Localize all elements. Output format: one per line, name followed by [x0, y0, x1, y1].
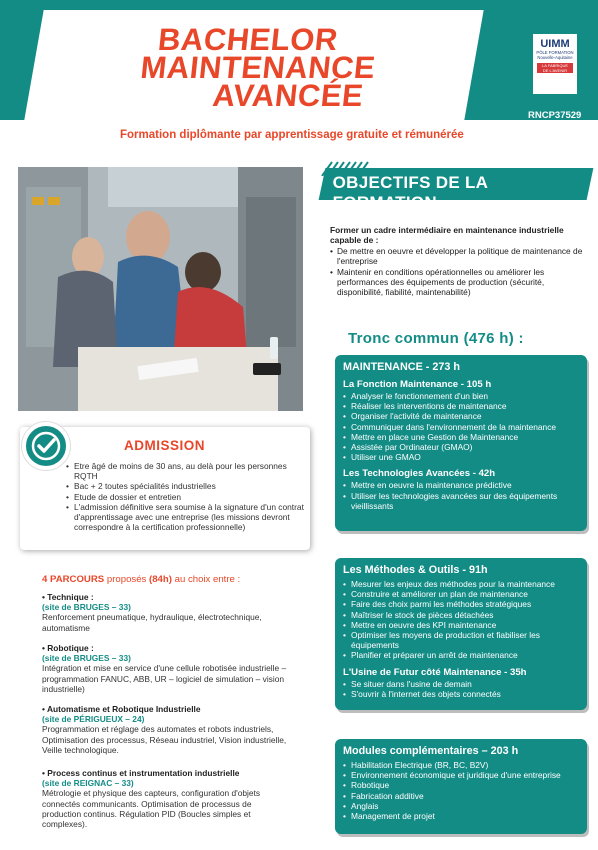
list-item: • S'ouvrir à l'internet des objets connectés — [343, 689, 579, 699]
section-title: La Fonction Maintenance - 105 h — [343, 379, 492, 390]
panel-title: Modules complémentaires – 203 h — [343, 745, 519, 757]
parcours-desc: Renforcement pneumatique, hydraulique, électrotechnique, automatisme — [42, 612, 262, 633]
list-item: • L'admission définitive sera soumise à la signature d'un contrat d'apprentissage avec une entreprise (les missions devront correspondre à la certification professionnelle) — [66, 502, 304, 533]
rncp-code: RNCP37529 — [528, 110, 582, 121]
parcours-site: (site de PÉRIGUEUX – 24) — [42, 714, 145, 725]
title-line-1: BACHELOR — [156, 22, 340, 57]
parcours-site: (site de REIGNAC – 33) — [42, 778, 134, 789]
objectifs-list — [330, 246, 590, 298]
panel-title: MAINTENANCE - 273 h — [343, 361, 460, 373]
list-item: • De mettre en oeuvre et développer la politique de maintenance de l'entreprise — [330, 246, 590, 267]
list-item: • Mesurer les enjeux des méthodes pour la maintenance — [343, 579, 579, 589]
section-list — [343, 679, 579, 699]
list-item: • Organiser l'activité de maintenance — [343, 411, 579, 421]
title-line-2: MAINTENANCE — [138, 50, 378, 85]
checkmark-icon — [22, 422, 70, 470]
logo-red-band — [537, 63, 573, 73]
list-item: • Management de projet — [343, 811, 579, 821]
page-title — [58, 22, 458, 113]
list-item: • Construire et améliorer un plan de maintenance — [343, 589, 579, 599]
methodes-outils-panel — [335, 558, 587, 710]
list-item: • Bac + 2 toutes spécialités industrielles — [66, 481, 304, 491]
parcours-title: • Process continus et instrumentation industrielle — [42, 768, 240, 778]
section-list — [343, 391, 579, 462]
tagline: Formation diplômante par apprentissage gratuite et rémunérée — [120, 129, 464, 141]
parcours-desc: Intégration et mise en service d'une cellule robotisée industrielle – programmation FANUC, ABB, UR – logiciel de simulation – vision industrielle) — [42, 663, 287, 694]
list-item: • Etude de dossier et entretien — [66, 492, 304, 502]
section-list — [343, 760, 579, 821]
list-item: • Mettre en oeuvre des KPI maintenance — [343, 620, 579, 630]
parcours-heading-mid: proposés — [104, 574, 150, 585]
list-item: • Habilitation Electrique (BR, BC, B2V) — [343, 760, 579, 770]
parcours-title: • Robotique : — [42, 643, 94, 653]
logo-sub2: Nouvelle-Aquitaine — [537, 55, 573, 60]
parcours-desc: Programmation et réglage des automates et robots industriels, Optimisation des processus, Réseau industriel, Vision industrielle, Veille technologique. — [42, 724, 287, 755]
parcours-title: • Automatisme et Robotique Industrielle — [42, 704, 201, 714]
logo-sub3: LA FABRIQUE — [541, 63, 568, 68]
parcours-item — [42, 704, 292, 755]
uimm-logo — [533, 34, 577, 94]
objectifs-intro: Former un cadre intermédiaire en maintenance industrielle capable de : — [330, 225, 564, 246]
list-item: • Optimiser les moyens de production et fiabiliser les équipements — [343, 630, 579, 650]
list-item: • Assistée par Ordinateur (GMAO) — [343, 442, 579, 452]
list-item: • Analyser le fonctionnement d'un bien — [343, 391, 579, 401]
parcours-heading — [42, 574, 240, 585]
list-item: • Mettre en place une Gestion de Maintenance — [343, 432, 579, 442]
admission-list — [66, 461, 304, 532]
list-item: • Robotique — [343, 780, 579, 790]
parcours-item — [42, 592, 292, 633]
objectifs-text — [330, 225, 590, 298]
list-item: • Fabrication additive — [343, 791, 579, 801]
section-title: Les Technologies Avancées - 42h — [343, 468, 496, 480]
list-item: • Maintenir en conditions opérationnelles ou améliorer les performances des équipements de production (sécurité, disponibilité, fiabilité, maintenabilité) — [330, 267, 590, 298]
parcours-heading-end: au choix entre : — [171, 574, 241, 585]
objectifs-title-banner — [319, 168, 594, 212]
list-item: • Utiliser les technologies avancées sur des équipements vieillissants — [343, 491, 579, 511]
parcours-count: 4 PARCOURS — [42, 574, 105, 585]
parcours-item — [42, 643, 292, 694]
list-item: • Communiquer dans l'environnement de la maintenance — [343, 422, 579, 432]
parcours-desc: Métrologie et physique des capteurs, configuration d'objets connectés communicants. Optimisation de processus de production continus. Régulation PID (Boucles simples et complexes). — [42, 788, 261, 830]
list-item: • Se situer dans l'usine de demain — [343, 679, 579, 689]
list-item: • Environnement économique et juridique d'une entreprise — [343, 770, 579, 780]
logo-name: UIMM — [540, 38, 570, 50]
list-item: • Planifier et préparer un arrêt de maintenance — [343, 650, 579, 660]
panel-title: Les Méthodes & Outils - 91h — [343, 564, 488, 576]
list-item: • Réaliser les interventions de maintenance — [343, 401, 579, 411]
parcours-site: (site de BRUGES – 33) — [42, 653, 131, 664]
list-item: • Faire des choix parmi les méthodes stratégiques — [343, 599, 579, 609]
title-line-3: AVANCÉE — [210, 78, 366, 113]
logo-sub4: DE L'AVENIR — [542, 68, 568, 73]
workshop-photo — [18, 167, 303, 411]
objectifs-title: OBJECTIFS DE LA FORMATION — [332, 173, 488, 212]
logo-sub1: PÔLE FORMATION — [536, 50, 574, 55]
maintenance-panel — [335, 355, 587, 531]
section-list — [343, 579, 579, 661]
list-item: • Anglais — [343, 801, 579, 811]
tronc-commun-heading: Tronc commun (476 h) : — [348, 330, 524, 347]
parcours-item — [42, 768, 292, 829]
list-item: • Mettre en oeuvre la maintenance prédictive — [343, 480, 579, 490]
parcours-site: (site de BRUGES – 33) — [42, 602, 131, 613]
list-item: • Utiliser une GMAO — [343, 452, 579, 462]
section-title: L'Usine de Futur côté Maintenance - 35h — [343, 666, 527, 678]
list-item: • Etre âgé de moins de 30 ans, au delà pour les personnes RQTH — [66, 461, 304, 481]
parcours-title: • Technique : — [42, 592, 94, 602]
list-item: • Maîtriser le stock de pièces détachées — [343, 610, 579, 620]
workshop-photo-illustration — [18, 167, 303, 411]
modules-complementaires-panel — [335, 739, 587, 834]
parcours-hours: (84h) — [149, 574, 172, 585]
admission-title: ADMISSION — [124, 438, 206, 453]
section-list — [343, 480, 579, 511]
checkmark-icon-svg — [26, 426, 66, 466]
